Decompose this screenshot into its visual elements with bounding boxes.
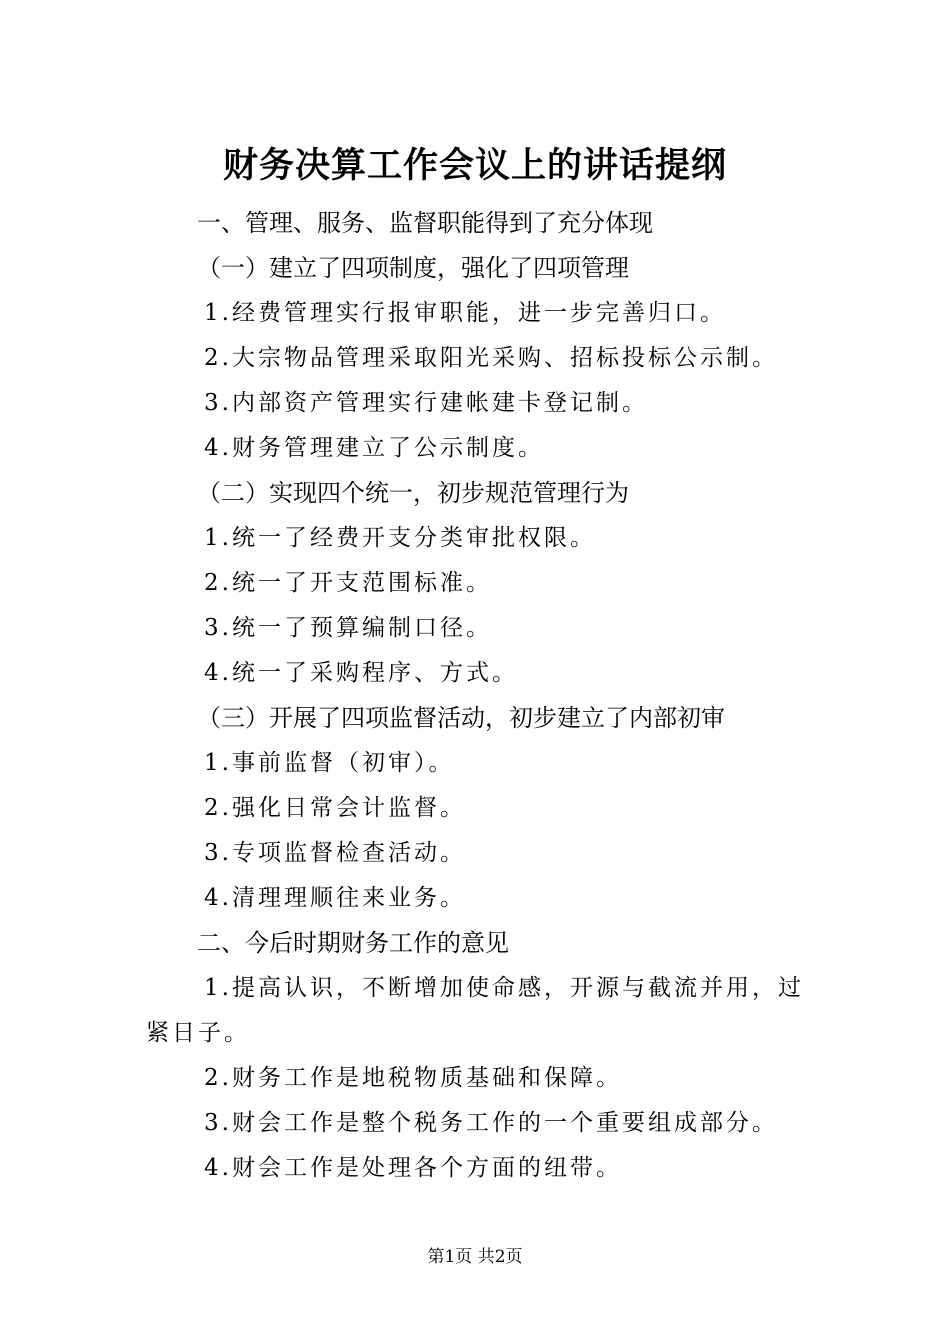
subsection-heading-3: （三）开展了四项监督活动，初步建立了内部初审	[197, 704, 725, 732]
list-item: 3.统一了预算编制口径。	[204, 615, 492, 641]
list-item: 4.清理理顺往来业务。	[204, 885, 466, 911]
list-item: 1.事前监督（初审）。	[204, 750, 455, 776]
list-item: 1.经费管理实行报审职能，进一步完善归口。	[204, 300, 726, 326]
list-item: 3.内部资产管理实行建帐建卡登记制。	[204, 390, 648, 416]
list-item: 1.统一了经费开支分类审批权限。	[204, 525, 596, 551]
list-item: 4.财会工作是处理各个方面的纽带。	[204, 1155, 622, 1181]
section-heading-2: 二、今后时期财务工作的意见	[197, 929, 509, 957]
page-footer: 第1页 共2页	[427, 1247, 523, 1267]
list-item: 4.财务管理建立了公示制度。	[204, 435, 544, 461]
list-item: 3.财会工作是整个税务工作的一个重要组成部分。	[204, 1110, 778, 1136]
list-item: 2.财务工作是地税物质基础和保障。	[204, 1065, 622, 1091]
list-item: 1.提高认识，不断增加使命感，开源与截流并用，过	[204, 975, 804, 1001]
subsection-heading-2: （二）实现四个统一，初步规范管理行为	[197, 479, 629, 507]
list-item: 4.统一了采购程序、方式。	[204, 660, 518, 686]
section-heading-1: 一、管理、服务、监督职能得到了充分体现	[197, 209, 653, 237]
list-item-continuation: 紧日子。	[146, 1020, 250, 1046]
list-item: 2.强化日常会计监督。	[204, 795, 466, 821]
subsection-heading-1: （一）建立了四项制度，强化了四项管理	[197, 254, 629, 282]
list-item: 2.大宗物品管理采取阳光采购、招标投标公示制。	[204, 345, 778, 371]
document-title: 财务决算工作会议上的讲话提纲	[222, 145, 727, 186]
list-item: 2.统一了开支范围标准。	[204, 570, 492, 596]
list-item: 3.专项监督检查活动。	[204, 840, 466, 866]
